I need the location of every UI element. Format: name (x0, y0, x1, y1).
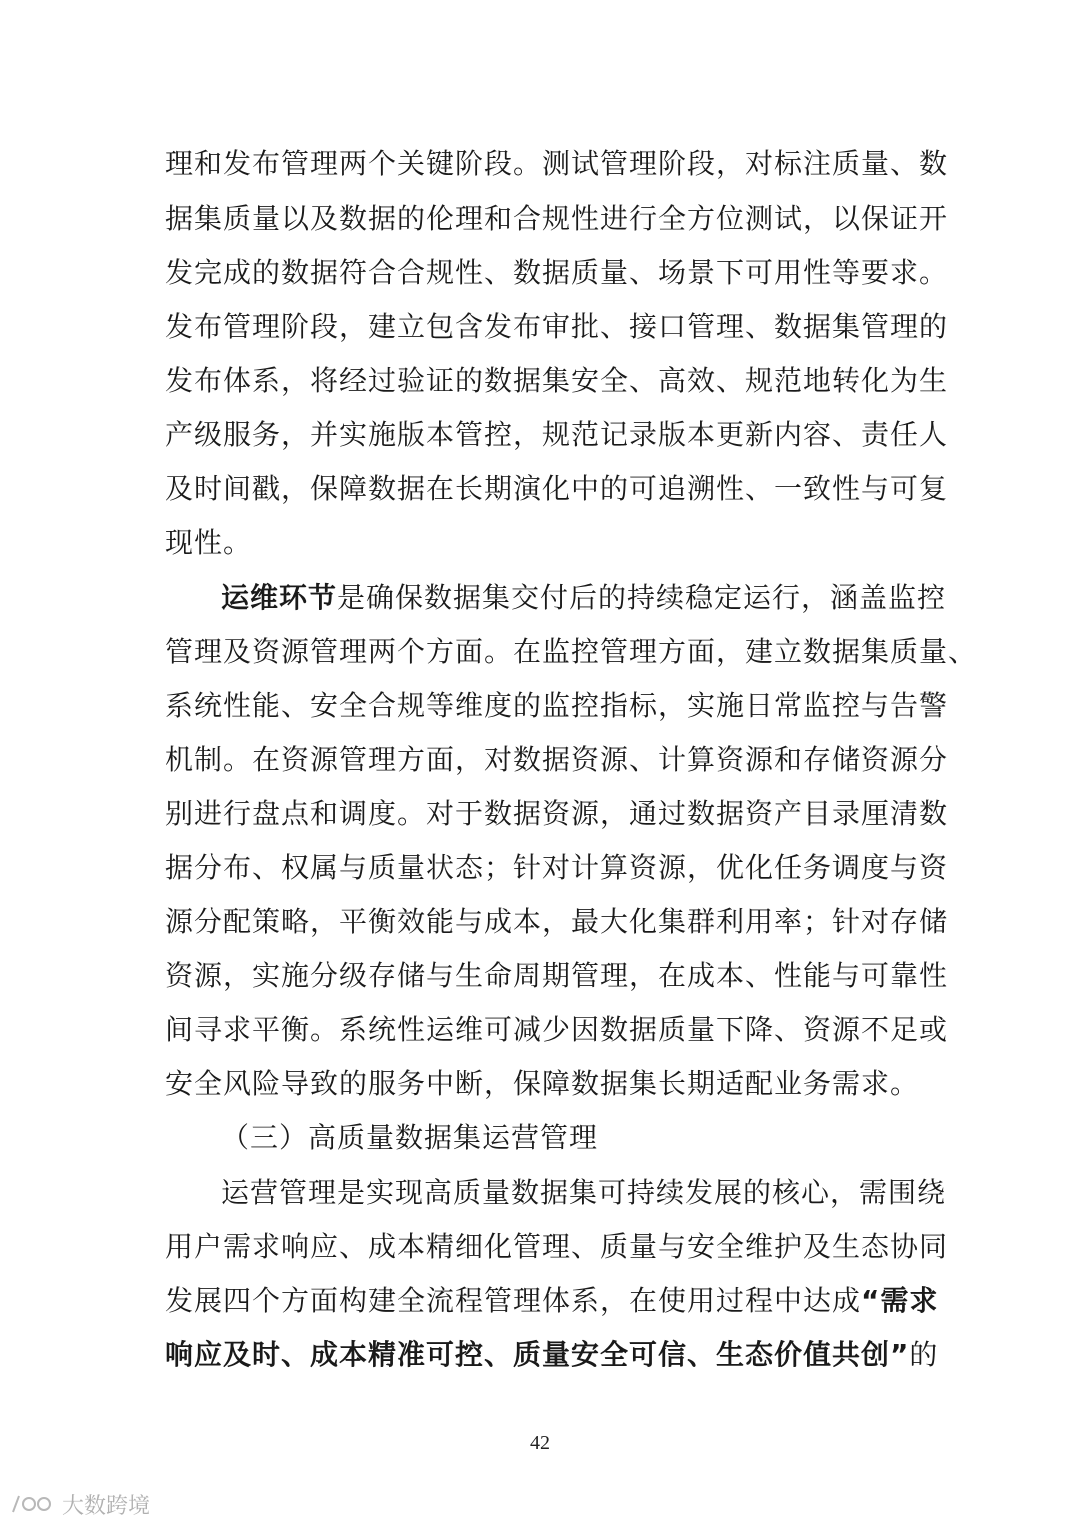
bold-quote-text: 响应及时、成本精准可控、质量安全可信、生态价值共创” (165, 1338, 910, 1371)
paragraph-line: 源分配策略，平衡效能与成本，最大化集群利用率；针对存储 (165, 905, 949, 938)
paragraph-line (165, 1284, 939, 1318)
line-text: 的 (909, 1338, 939, 1371)
watermark-logo-icon (10, 1492, 56, 1516)
paragraph-lead-line (221, 581, 947, 615)
paragraph-line: 资源，实施分级存储与生命周期管理，在成本、性能与可靠性 (165, 959, 949, 992)
paragraph-line: 现性。 (165, 526, 253, 559)
watermark (10, 1490, 150, 1518)
line-text: 发展四个方面构建全流程管理体系，在使用过程中达成 (165, 1284, 862, 1317)
paragraph-line: 发完成的数据符合合规性、数据质量、场景下可用性等要求。 (165, 256, 949, 289)
lead-text: 是确保数据集交付后的持续稳定运行，涵盖监控 (337, 581, 947, 614)
page-number: 42 (530, 1432, 550, 1454)
paragraph-line: 别进行盘点和调度。对于数据资源，通过数据资产目录厘清数 (165, 797, 949, 830)
watermark-text: 大数跨境 (62, 1493, 151, 1519)
bold-quote-start: “需求 (861, 1284, 939, 1317)
paragraph-line: 运营管理是实现高质量数据集可持续发展的核心，需围绕 (221, 1176, 947, 1209)
paragraph-line (165, 1338, 939, 1372)
paragraph-line: 发布体系，将经过验证的数据集安全、高效、规范地转化为生 (165, 364, 949, 397)
paragraph-line: 据集质量以及数据的伦理和合规性进行全方位测试，以保证开 (165, 202, 949, 235)
paragraph-line: 机制。在资源管理方面，对数据资源、计算资源和存储资源分 (165, 743, 949, 776)
paragraph-line: 发布管理阶段，建立包含发布审批、接口管理、数据集管理的 (165, 310, 949, 343)
paragraph-line: 及时间戳，保障数据在长期演化中的可追溯性、一致性与可复 (165, 472, 949, 505)
paragraph-line: 产级服务，并实施版本管控，规范记录版本更新内容、责任人 (165, 418, 949, 451)
lead-term-bold: 运维环节 (221, 581, 338, 614)
section-heading: （三）高质量数据集运营管理 (221, 1121, 599, 1154)
paragraph-line: 用户需求响应、成本精细化管理、质量与安全维护及生态协同 (165, 1230, 949, 1263)
paragraph-line: 间寻求平衡。系统性运维可减少因数据质量下降、资源不足或 (165, 1013, 949, 1046)
paragraph-line: 理和发布管理两个关键阶段。测试管理阶段，对标注质量、数 (165, 147, 949, 180)
paragraph-line: 管理及资源管理两个方面。在监控管理方面，建立数据集质量、 (165, 635, 978, 668)
paragraph-line: 据分布、权属与质量状态；针对计算资源，优化任务调度与资 (165, 851, 949, 884)
paragraph-line: 系统性能、安全合规等维度的监控指标，实施日常监控与告警 (165, 689, 949, 722)
paragraph-line: 安全风险导致的服务中断，保障数据集长期适配业务需求。 (165, 1067, 920, 1100)
